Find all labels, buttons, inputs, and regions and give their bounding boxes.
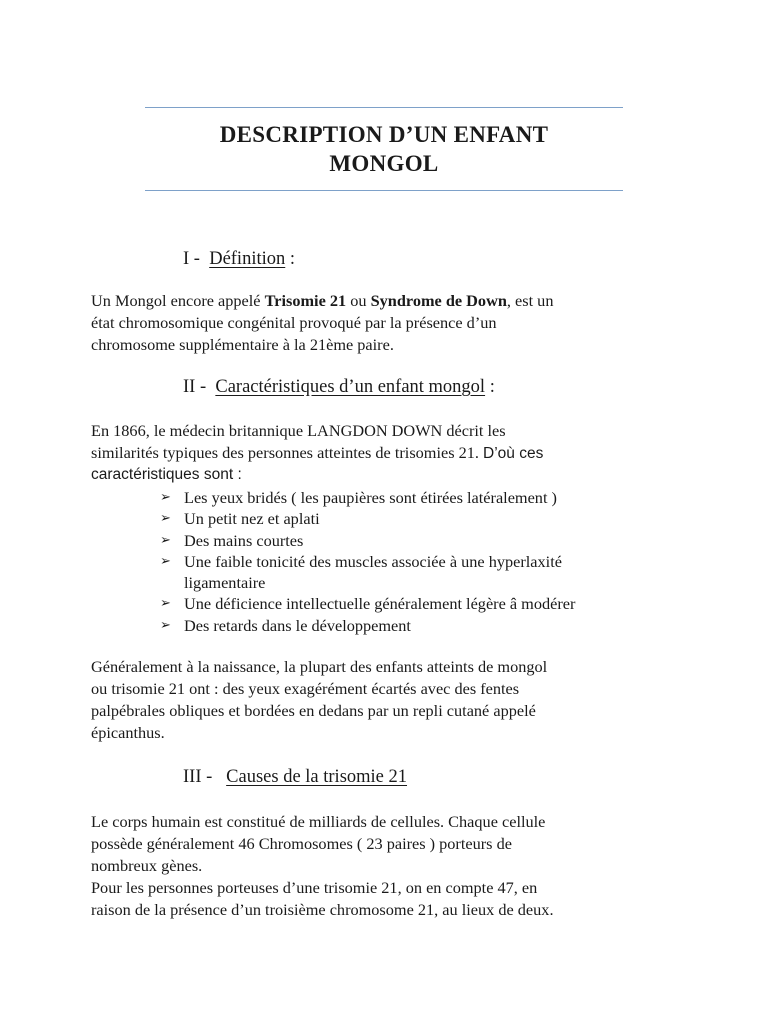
- list-item: ➢ Les yeux bridés ( les paupières sont étirées latéralement ): [160, 488, 557, 507]
- title-top-rule: [145, 107, 623, 108]
- list-item: ➢ Une déficience intellectuelle généralement légère â modérer: [160, 594, 576, 614]
- title-bottom-rule: [145, 190, 623, 191]
- sans-text: D’où ces: [483, 445, 544, 462]
- section-3-paragraph: [91, 811, 691, 921]
- paragraph-line: En 1866, le médecin britannique LANGDON DOWN décrit les: [91, 421, 506, 440]
- section-2-number: II -: [183, 377, 207, 397]
- paragraph-line: Le corps humain est constitué de milliards de cellules. Chaque cellule: [91, 812, 546, 831]
- page-title: [145, 120, 623, 178]
- paragraph-line: Un Mongol encore appelé Trisomie 21 ou Syndrome de Down, est un: [91, 291, 554, 310]
- term-trisomie: Trisomie 21: [264, 291, 347, 310]
- section-1-suffix: :: [285, 249, 296, 269]
- paragraph-line: nombreux gènes.: [91, 856, 203, 875]
- section-2-label: Caractéristiques d’un enfant mongol: [215, 377, 486, 397]
- section-2-paragraph-2: [91, 656, 691, 744]
- section-1-number: I -: [183, 249, 200, 269]
- arrow-bullet-icon: ➢: [160, 596, 171, 612]
- paragraph-line: épicanthus.: [91, 723, 165, 742]
- title-line-2: MONGOL: [329, 151, 439, 176]
- arrow-bullet-icon: ➢: [160, 490, 171, 505]
- paragraph-line: état chromosomique congénital provoqué par la présence d’un: [91, 313, 497, 332]
- section-1-paragraph: [91, 290, 691, 356]
- paragraph-line: Généralement à la naissance, la plupart des enfants atteints de mongol: [91, 657, 548, 676]
- section-2-heading: [183, 375, 495, 399]
- paragraph-line: ou trisomie 21 ont : des yeux exagérément écartés avec des fentes: [91, 679, 520, 698]
- section-3-number: III -: [183, 767, 213, 787]
- list-item: ➢ Des retards dans le développement: [160, 615, 411, 635]
- arrow-bullet-icon: ➢: [160, 511, 171, 527]
- paragraph-line: palpébrales obliques et bordées en dedans par un repli cutané appelé: [91, 701, 536, 720]
- paragraph-line: Pour les personnes porteuses d’une trisomie 21, on en compte 47, en: [91, 878, 538, 897]
- arrow-bullet-icon: ➢: [160, 532, 171, 548]
- paragraph-line: raison de la présence d’un troisième chromosome 21, au lieux de deux.: [91, 900, 554, 919]
- section-1-heading: [183, 247, 295, 271]
- paragraph-line: possède généralement 46 Chromosomes ( 23 paires ) porteurs de: [91, 834, 512, 853]
- section-3-heading: [183, 765, 407, 789]
- term-syndrome: Syndrome de Down: [370, 291, 507, 310]
- section-3-label: Causes de la trisomie 21: [226, 767, 408, 787]
- section-1-label: Définition: [209, 249, 286, 269]
- list-item: ➢ Une faible tonicité des muscles associée à une hyperlaxité ligamentaire: [160, 551, 562, 593]
- list-item: ➢ Un petit nez et aplati: [160, 509, 320, 529]
- paragraph-line: chromosome supplémentaire à la 21ème paire.: [91, 335, 394, 354]
- arrow-bullet-icon: ➢: [160, 553, 171, 569]
- characteristics-list: [160, 487, 575, 636]
- section-2-suffix: :: [485, 377, 495, 397]
- paragraph-line: caractéristiques sont :: [91, 466, 242, 483]
- list-item: ➢ Des mains courtes: [160, 530, 304, 550]
- title-line-1: DESCRIPTION D’UN ENFANT: [219, 122, 549, 147]
- paragraph-line: similarités typiques des personnes atteintes de trisomies 21. D’où ces: [91, 443, 544, 462]
- arrow-bullet-icon: ➢: [160, 617, 171, 633]
- section-2-paragraph: [91, 420, 691, 485]
